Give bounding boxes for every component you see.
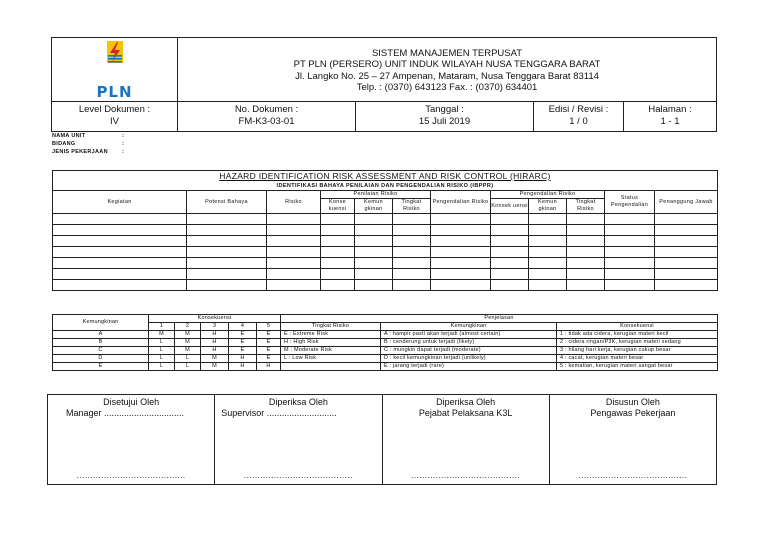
unit-name-sep: : xyxy=(122,133,125,139)
table-cell xyxy=(655,247,718,258)
risk-matrix-cell: H xyxy=(201,331,229,339)
kemungkinan-desc: E : jarang terjadi (rare) xyxy=(381,363,557,371)
table-cell xyxy=(53,247,187,258)
table-cell xyxy=(655,269,718,280)
tingkat-risiko-desc xyxy=(281,363,381,371)
table-cell xyxy=(605,214,655,225)
col-konsekuensi: Konse kuensi xyxy=(321,199,355,214)
table-cell xyxy=(431,236,491,247)
kemungkinan-desc: B : cenderung untuk terjadi (likely) xyxy=(381,339,557,347)
doc-no-value: FM-K3-03-01 xyxy=(238,116,295,127)
pln-logo-icon xyxy=(95,38,135,78)
level-cell xyxy=(52,102,178,132)
date-cell xyxy=(356,102,534,132)
konsekuensi-desc: 5 : kematian, kerugian materi sangat besar xyxy=(557,363,718,371)
table-cell xyxy=(655,236,718,247)
col-status-pengendalian: Status Pengendalian xyxy=(605,191,655,214)
table-cell xyxy=(267,258,321,269)
table-cell xyxy=(267,269,321,280)
table-cell xyxy=(529,258,567,269)
table-cell xyxy=(491,247,529,258)
table-cell xyxy=(355,214,393,225)
tingkat-risiko-desc: H : High Risk xyxy=(281,339,381,347)
kemungkinan-desc: D : kecil kemungkinan terjadi (unlikely) xyxy=(381,355,557,363)
company-info xyxy=(178,38,717,102)
legend-col-penjelasan: Penjelasan xyxy=(281,315,718,323)
kemungkinan-desc: A : hampir pasti akan terjadi (almost certain) xyxy=(381,331,557,339)
tingkat-risiko-desc: L : Low Risk xyxy=(281,355,381,363)
hirarc-subtitle: IDENTIFIKASI BAHAYA PENILAIAN DAN PENGENDALIAN RISIKO (IBPPR) xyxy=(53,182,718,191)
risk-matrix-cell: M xyxy=(201,363,229,371)
table-cell xyxy=(393,280,431,291)
signature-title: Diperiksa Oleh xyxy=(268,397,328,407)
table-cell xyxy=(355,247,393,258)
col-tingkat-risiko: Tingkat Risiko xyxy=(393,199,431,214)
col-tingkat-risiko-residual: Tingkat Risiko xyxy=(567,199,605,214)
col-pengendalian-group: Pengendalian Risiko xyxy=(491,191,605,199)
table-cell xyxy=(491,214,529,225)
company-address: Jl. Langko No. 25 – 27 Ampenan, Mataram, Nusa Tenggara Barat 83114 xyxy=(295,70,599,82)
col-kegiatan: Kegiatan xyxy=(53,191,187,214)
table-cell xyxy=(431,258,491,269)
risk-matrix-cell: M xyxy=(175,331,201,339)
table-cell xyxy=(605,225,655,236)
table-cell xyxy=(491,236,529,247)
table-cell xyxy=(355,236,393,247)
table-row xyxy=(53,225,718,236)
table-cell xyxy=(321,280,355,291)
table-cell xyxy=(529,280,567,291)
tingkat-risiko-desc: M : Moderate Risk xyxy=(281,347,381,355)
table-cell xyxy=(53,236,187,247)
col-pengendalian-risiko: Pengendalian Risiko xyxy=(431,191,491,214)
doc-no-cell xyxy=(178,102,356,132)
table-cell xyxy=(529,225,567,236)
table-cell xyxy=(605,258,655,269)
signature-row xyxy=(48,395,717,485)
col-kemungkinan: Kemun gkinan xyxy=(355,199,393,214)
table-cell xyxy=(605,236,655,247)
job-type-label: JENIS PEKERJAAN xyxy=(52,149,108,155)
table-cell xyxy=(605,269,655,280)
table-cell xyxy=(529,236,567,247)
bidang-label: BIDANG xyxy=(52,141,76,147)
table-cell xyxy=(393,247,431,258)
page-label: Halaman : xyxy=(648,104,692,115)
logo-cell xyxy=(52,38,178,102)
table-cell xyxy=(321,247,355,258)
signature-role: Manager ................................ xyxy=(66,408,185,418)
table-cell xyxy=(187,247,267,258)
table-cell xyxy=(355,258,393,269)
table-row xyxy=(53,280,718,291)
table-cell xyxy=(355,269,393,280)
risk-matrix-cell: E xyxy=(229,331,257,339)
col-kemungkinan-residual: Kemun gkinan xyxy=(529,199,567,214)
kemungkinan-desc: C : mungkin dapat terjadi (moderate) xyxy=(381,347,557,355)
kemungkinan-code: B xyxy=(53,339,149,347)
konsekuensi-desc: 3 : hilang hari kerja, kerugian cukup besar xyxy=(557,347,718,355)
table-cell xyxy=(431,280,491,291)
table-cell xyxy=(321,269,355,280)
legend-col-kemungkinan: Kemungkinan xyxy=(53,315,149,331)
col-risiko: Risiko xyxy=(267,191,321,214)
page-value: 1 - 1 xyxy=(660,116,680,127)
table-cell xyxy=(321,236,355,247)
table-cell xyxy=(655,280,718,291)
table-cell xyxy=(393,225,431,236)
risk-matrix-cell: M xyxy=(175,347,201,355)
table-cell xyxy=(53,214,187,225)
table-cell xyxy=(187,280,267,291)
table-cell xyxy=(491,225,529,236)
kemungkinan-code: E xyxy=(53,363,149,371)
signature-title: Disetujui Oleh xyxy=(103,397,160,407)
signature-title: Disusun Oleh xyxy=(605,397,660,407)
kemungkinan-code: A xyxy=(53,331,149,339)
table-cell xyxy=(321,258,355,269)
table-cell xyxy=(491,280,529,291)
risk-matrix-cell: L xyxy=(149,339,175,347)
signature-role: Pengawas Pekerjaan xyxy=(590,408,676,418)
hirarc-body xyxy=(53,214,718,291)
hirarc-title: HAZARD IDENTIFICATION RISK ASSESSMENT AND RISK CONTROL (HIRARC) xyxy=(53,171,718,182)
risk-matrix-cell: E xyxy=(257,339,281,347)
konsekuensi-desc: 1 : tidak ada cidera, kerugian materi kecil xyxy=(557,331,718,339)
signature-line: ........................................ xyxy=(578,471,688,480)
table-cell xyxy=(355,225,393,236)
kemungkinan-code: D xyxy=(53,355,149,363)
legend-sub-konsekuensi: Konsekuensi xyxy=(557,323,718,331)
table-cell xyxy=(529,269,567,280)
hirarc-table xyxy=(52,170,718,291)
table-cell xyxy=(187,225,267,236)
risk-matrix-cell: E xyxy=(257,331,281,339)
table-cell xyxy=(393,258,431,269)
table-cell xyxy=(187,258,267,269)
legend-row xyxy=(53,355,718,363)
table-cell xyxy=(655,225,718,236)
konsekuensi-level: 3 xyxy=(201,323,229,331)
table-cell xyxy=(267,214,321,225)
risk-matrix-cell: E xyxy=(257,347,281,355)
legend-row xyxy=(53,363,718,371)
edition-label: Edisi / Revisi : xyxy=(548,104,609,115)
signature-line: ........................................ xyxy=(76,471,186,480)
table-cell xyxy=(567,225,605,236)
table-cell xyxy=(267,280,321,291)
table-row xyxy=(53,269,718,280)
table-cell xyxy=(605,280,655,291)
unit-name-label: NAMA UNIT xyxy=(52,133,86,139)
legend-row xyxy=(53,339,718,347)
risk-matrix-cell: H xyxy=(201,339,229,347)
table-cell xyxy=(321,214,355,225)
signature-table xyxy=(47,394,717,485)
table-cell xyxy=(53,280,187,291)
signature-role: Pejabat Pelaksana K3L xyxy=(418,408,513,418)
level-label: Level Dokumen : xyxy=(78,104,151,115)
col-penanggung-jawab: Penanggung Jawab xyxy=(655,191,718,214)
table-cell xyxy=(267,236,321,247)
table-row xyxy=(53,214,718,225)
bidang-sep: : xyxy=(122,141,125,147)
job-type-sep: : xyxy=(122,149,125,155)
table-cell xyxy=(605,247,655,258)
edition-cell xyxy=(534,102,624,132)
system-title: SISTEM MANAJEMEN TERPUSAT xyxy=(371,47,523,59)
risk-matrix-cell: L xyxy=(149,355,175,363)
risk-matrix-cell: H xyxy=(201,347,229,355)
legend-sub-kemungkinan: Kemungkinan xyxy=(381,323,557,331)
col-potensi-bahaya: Potensi Bahaya xyxy=(187,191,267,214)
table-cell xyxy=(529,247,567,258)
table-cell xyxy=(431,269,491,280)
table-cell xyxy=(567,247,605,258)
risk-matrix-cell: L xyxy=(149,347,175,355)
unit-info-row xyxy=(52,148,124,156)
company-phone: Telp. : (0370) 643123 Fax. : (0370) 634401 xyxy=(356,82,538,93)
risk-matrix-cell: M xyxy=(201,355,229,363)
table-cell xyxy=(567,258,605,269)
risk-matrix-cell: E xyxy=(229,339,257,347)
table-cell xyxy=(567,280,605,291)
signature-role: Supervisor ............................ xyxy=(221,408,337,418)
signature-cell xyxy=(48,395,215,485)
legend-col-konsekuensi: Konsekuensi xyxy=(149,315,281,323)
tingkat-risiko-desc: E : Extreme Risk xyxy=(281,331,381,339)
signature-cell xyxy=(549,395,716,485)
table-cell xyxy=(567,269,605,280)
table-cell xyxy=(393,236,431,247)
date-value: 15 Juli 2019 xyxy=(418,116,471,127)
konsekuensi-level: 4 xyxy=(229,323,257,331)
col-penilaian-risiko: Penilaian Risiko xyxy=(321,191,431,199)
logo-text: PLN xyxy=(96,83,133,101)
table-cell xyxy=(567,236,605,247)
table-cell xyxy=(53,269,187,280)
legend-body xyxy=(53,331,718,371)
konsekuensi-desc: 2 : cidera ringan/P3K, kerugian materi sedang xyxy=(557,339,718,347)
table-cell xyxy=(431,225,491,236)
page-cell xyxy=(624,102,717,132)
table-cell xyxy=(567,214,605,225)
signature-title: Diperiksa Oleh xyxy=(436,397,496,407)
legend-sub-tingkat: Tingkat Risiko xyxy=(281,323,381,331)
kemungkinan-code: C xyxy=(53,347,149,355)
unit-info-row xyxy=(52,140,124,148)
table-cell xyxy=(267,247,321,258)
risk-matrix-cell: E xyxy=(257,355,281,363)
col-konsekuensi-residual: Konsek uensi xyxy=(491,199,529,214)
legend-row xyxy=(53,331,718,339)
table-cell xyxy=(655,214,718,225)
table-cell xyxy=(393,214,431,225)
table-cell xyxy=(187,214,267,225)
table-cell xyxy=(187,236,267,247)
risk-matrix-cell: L xyxy=(175,363,201,371)
table-cell xyxy=(655,258,718,269)
table-cell xyxy=(321,225,355,236)
konsekuensi-level: 5 xyxy=(257,323,281,331)
konsekuensi-level: 1 xyxy=(149,323,175,331)
company-name: PT PLN (PERSERO) UNIT INDUK WILAYAH NUSA TENGGARA BARAT xyxy=(293,59,601,70)
table-cell xyxy=(355,280,393,291)
date-label: Tanggal : xyxy=(425,104,464,115)
table-cell xyxy=(491,269,529,280)
risk-matrix-cell: H xyxy=(257,363,281,371)
table-cell xyxy=(431,247,491,258)
risk-matrix-cell: L xyxy=(175,355,201,363)
signature-cell xyxy=(382,395,549,485)
table-row xyxy=(53,236,718,247)
table-cell xyxy=(267,225,321,236)
risk-legend-table xyxy=(52,314,718,371)
doc-no-label: No. Dokumen : xyxy=(234,104,299,115)
risk-matrix-cell: M xyxy=(149,331,175,339)
table-cell xyxy=(431,214,491,225)
unit-info-row xyxy=(52,132,124,140)
table-cell xyxy=(393,269,431,280)
table-cell xyxy=(53,258,187,269)
konsekuensi-level: 2 xyxy=(175,323,201,331)
table-cell xyxy=(53,225,187,236)
unit-info xyxy=(52,132,124,156)
risk-matrix-cell: M xyxy=(175,339,201,347)
table-cell xyxy=(491,258,529,269)
signature-cell xyxy=(215,395,382,485)
table-cell xyxy=(529,214,567,225)
table-cell xyxy=(187,269,267,280)
signature-line: ........................................ xyxy=(411,471,521,480)
signature-line: ........................................ xyxy=(243,471,353,480)
edition-value: 1 / 0 xyxy=(569,116,588,127)
legend-row xyxy=(53,347,718,355)
table-row xyxy=(53,258,718,269)
konsekuensi-desc: 4 : cacat, kerugian materi besar xyxy=(557,355,718,363)
risk-matrix-cell: H xyxy=(229,363,257,371)
risk-matrix-cell: E xyxy=(229,347,257,355)
level-value: IV xyxy=(110,116,119,127)
risk-matrix-cell: L xyxy=(149,363,175,371)
document-header xyxy=(51,37,717,132)
risk-matrix-cell: H xyxy=(229,355,257,363)
table-row xyxy=(53,247,718,258)
